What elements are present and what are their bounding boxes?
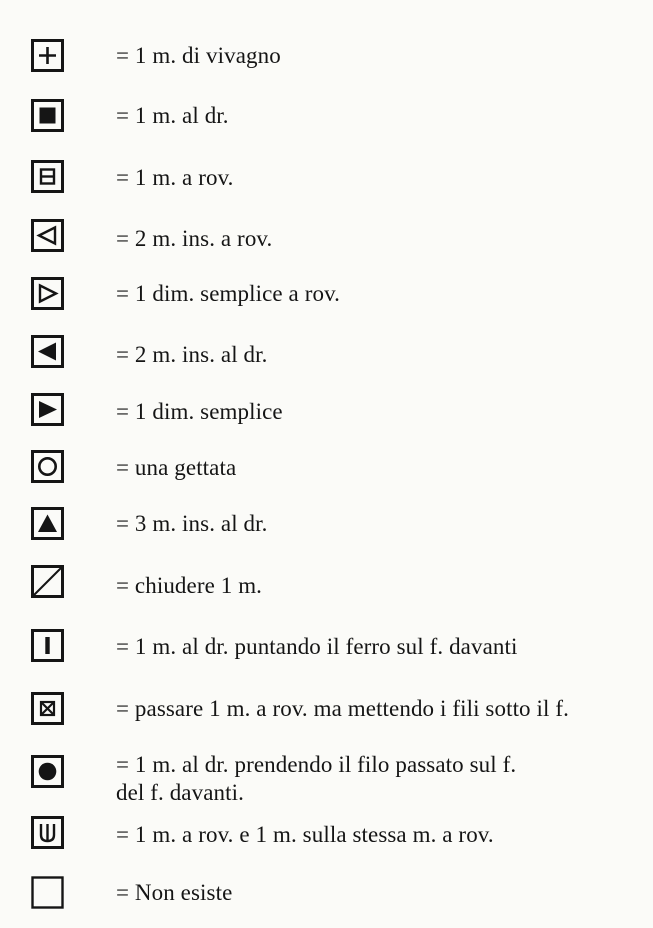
legend-text: = 2 m. ins. a rov. (116, 226, 273, 251)
filled-square-icon (31, 99, 64, 132)
legend-text: = una gettata (116, 455, 237, 480)
legend-text: = chiudere 1 m. (116, 573, 263, 598)
left-triangle-outline-icon (31, 219, 64, 252)
empty-square-icon (31, 876, 64, 909)
legend-text: = 1 m. a rov. e 1 m. sulla stessa m. a rov. (116, 822, 494, 847)
filled-circle-icon (31, 755, 64, 788)
legend-text: = 1 m. al dr. (116, 103, 229, 128)
legend-text: = 1 m. di vivagno (116, 43, 281, 68)
plus-square-icon (31, 39, 64, 72)
legend-text: = 2 m. ins. al dr. (116, 342, 268, 367)
up-triangle-filled-icon (31, 507, 64, 540)
crossed-box-icon (31, 692, 64, 725)
right-triangle-filled-icon (31, 393, 64, 426)
legend-text: = 1 m. a rov. (116, 165, 234, 190)
right-triangle-outline-icon (31, 277, 64, 310)
legend-text (116, 751, 516, 807)
legend-text-line-1: = 1 m. al dr. prendendo il filo passato sul f. (116, 752, 517, 777)
legend-text: = passare 1 m. a rov. ma mettendo i fili sotto il f. (116, 696, 569, 721)
u-shape-icon (31, 816, 64, 849)
diagonal-slash-icon (31, 565, 64, 598)
legend-text: = 3 m. ins. al dr. (116, 511, 268, 536)
legend-text: = 1 dim. semplice (116, 399, 283, 424)
legend-text-line-2: del f. davanti. (116, 780, 244, 805)
legend-text: = 1 m. al dr. puntando il ferro sul f. davanti (116, 634, 518, 659)
circle-outline-icon (31, 450, 64, 483)
legend-text: = 1 dim. semplice a rov. (116, 281, 341, 306)
left-triangle-filled-icon (31, 335, 64, 368)
vertical-bar-icon (31, 629, 64, 662)
legend-text: = Non esiste (116, 880, 233, 905)
minus-box-square-icon (31, 160, 64, 193)
